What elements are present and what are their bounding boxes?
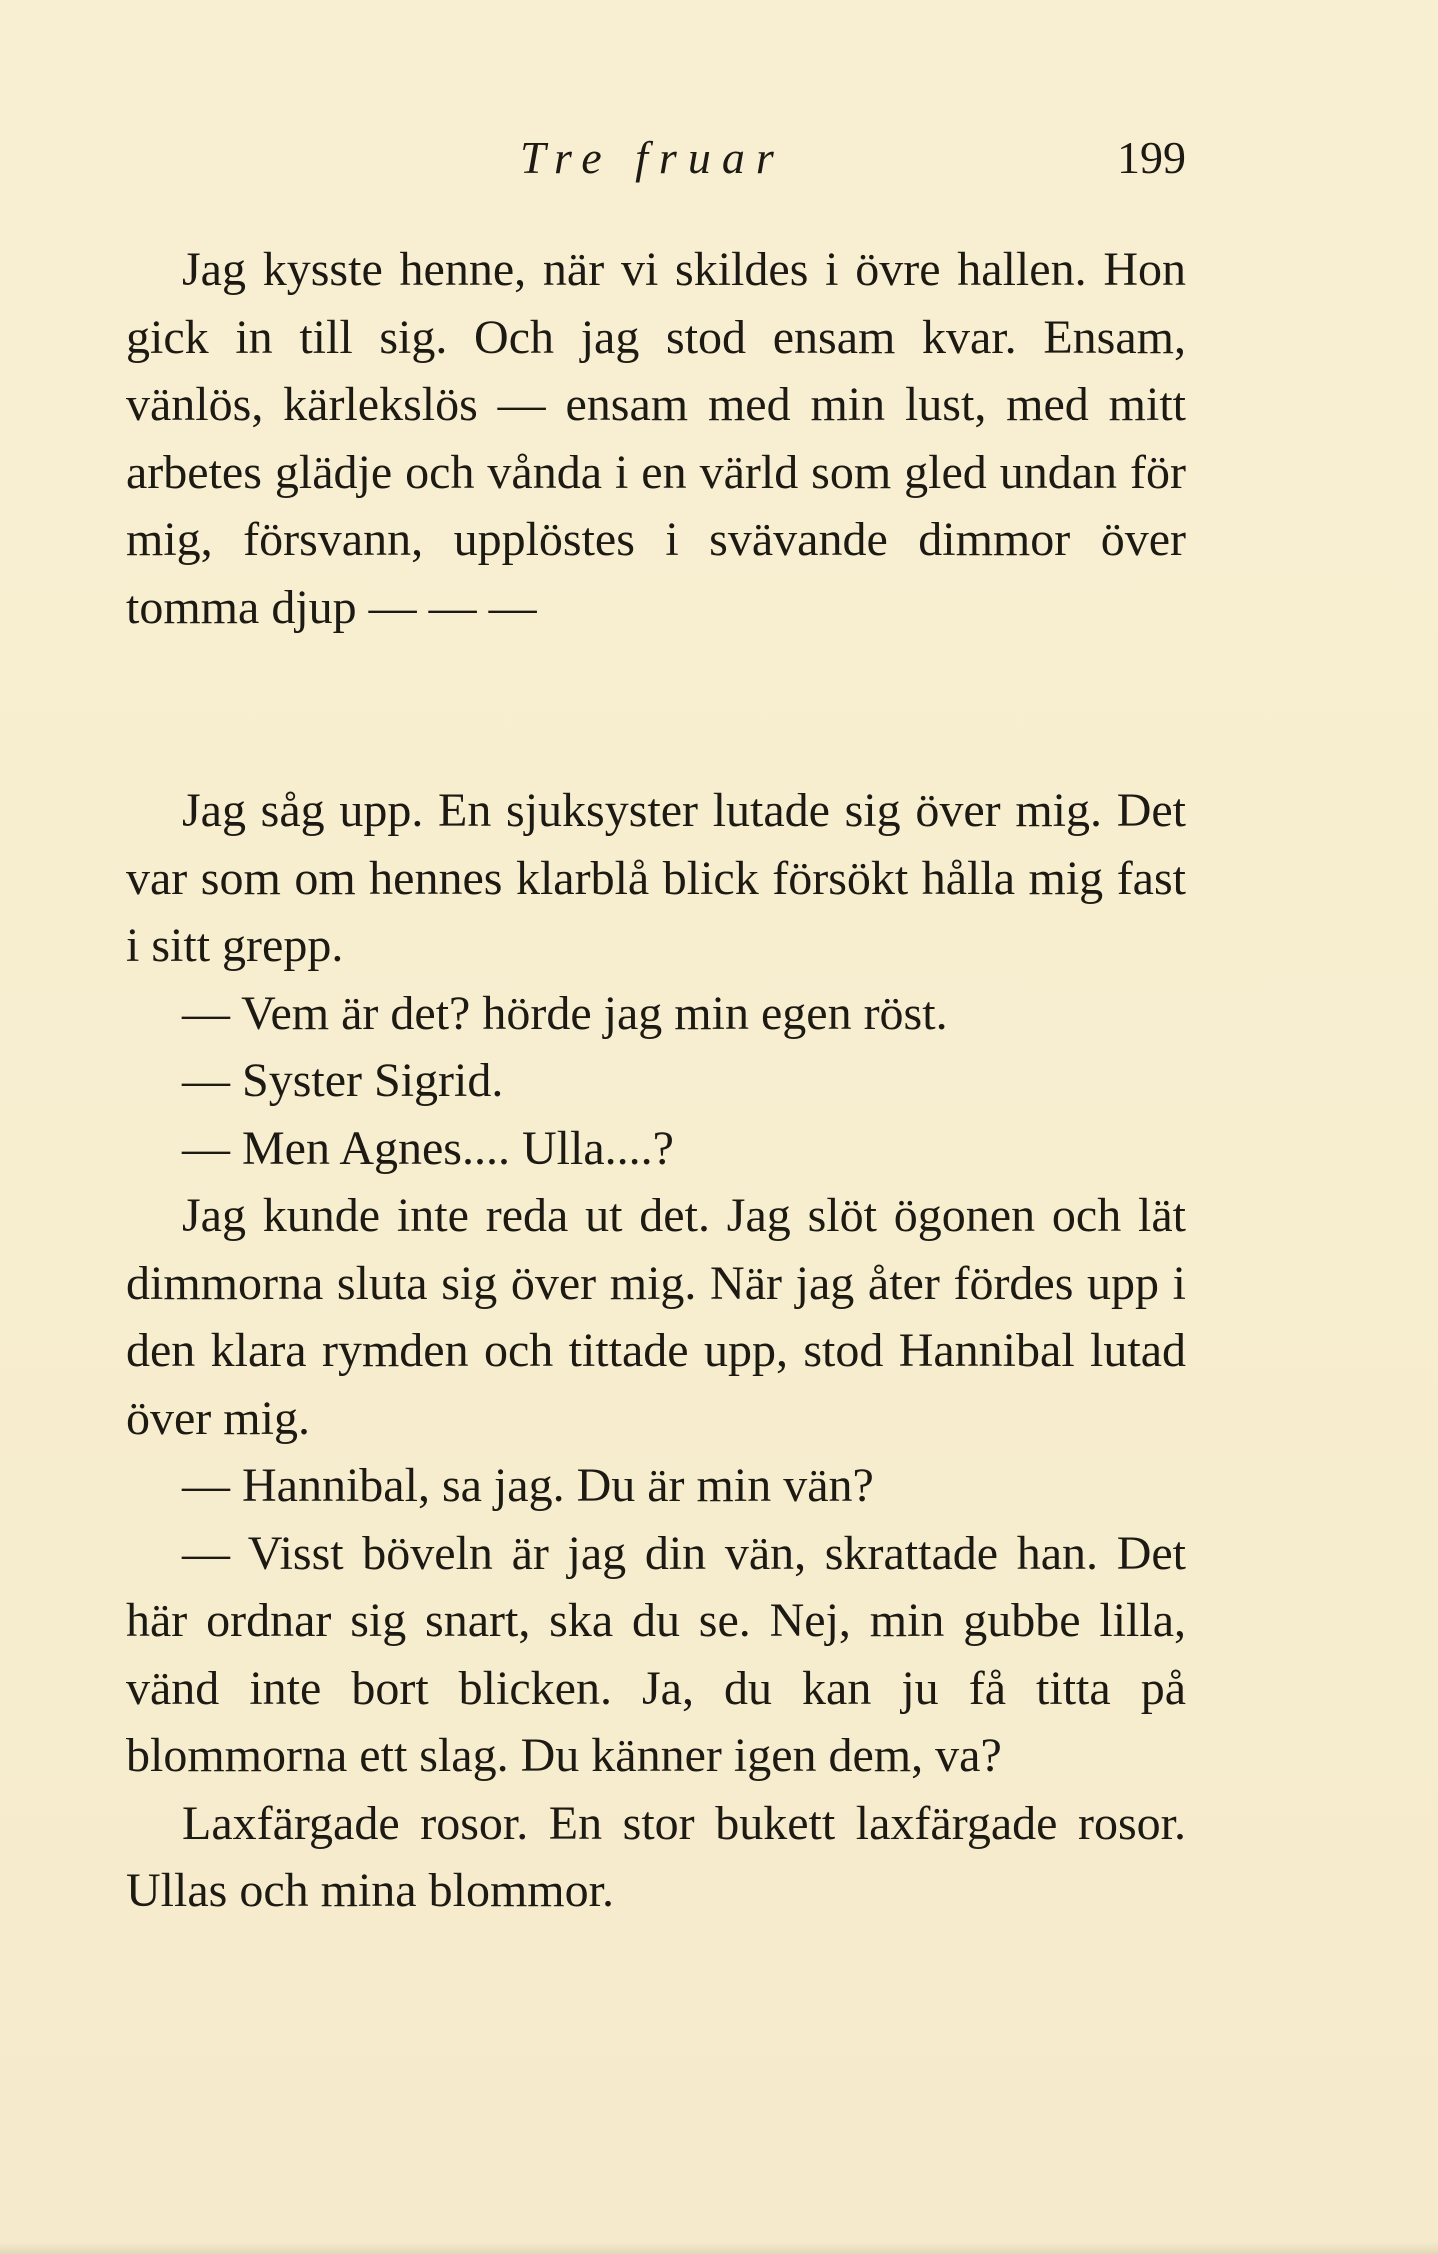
paragraph-roses: Laxfärgade rosor. En stor bukett laxfärgade rosor. Ullas och mina blommor. xyxy=(126,1796,1186,1917)
page-header xyxy=(126,128,1186,208)
dialogue-line: — Hannibal, sa jag. Du är min vän? xyxy=(182,1459,874,1512)
running-title: Tre fruar xyxy=(520,132,785,183)
dialogue-line: — Visst böveln är jag din vän, skrattade han. Det här ordnar sig snart, ska du se. Nej, min gubbe lilla, vänd inte bort blicken. Ja, du kan ju få titta på blommorna ett slag. Du känner igen dem, va? xyxy=(126,1526,1186,1782)
page-edge-shadow xyxy=(0,2242,1438,2254)
page-number: 199 xyxy=(1117,132,1186,183)
paragraph-hannibal: Jag kunde inte reda ut det. Jag slöt ögonen och lät dimmorna sluta sig över mig. När jag åter fördes upp i den klara rymden och tittade upp, stod Hannibal lutad över mig. xyxy=(126,1189,1186,1445)
dialogue-line: — Vem är det? hörde jag min egen röst. xyxy=(182,986,948,1040)
dialogue-line: — Syster Sigrid. xyxy=(182,1054,504,1107)
paragraph-farewell: Jag kysste henne, när vi skildes i övre hallen. Hon gick in till sig. Och jag stod ensam kvar. Ensam, vänlös, kärlekslös — ensam med min lust, med mitt arbetes glädje och vånda i en värld som gled undan för mig, försvann, upplöstes i svävande dimmor över tomma djup — — — xyxy=(126,243,1186,634)
body-text xyxy=(126,236,1186,1925)
paragraph-awakening: Jag såg upp. En sjuksyster lutade sig över mig. Det var som om hennes klarblå blick försökt hålla mig fast i sitt grepp. xyxy=(126,784,1186,972)
dialogue-line: — Men Agnes.... Ulla....? xyxy=(182,1121,674,1175)
